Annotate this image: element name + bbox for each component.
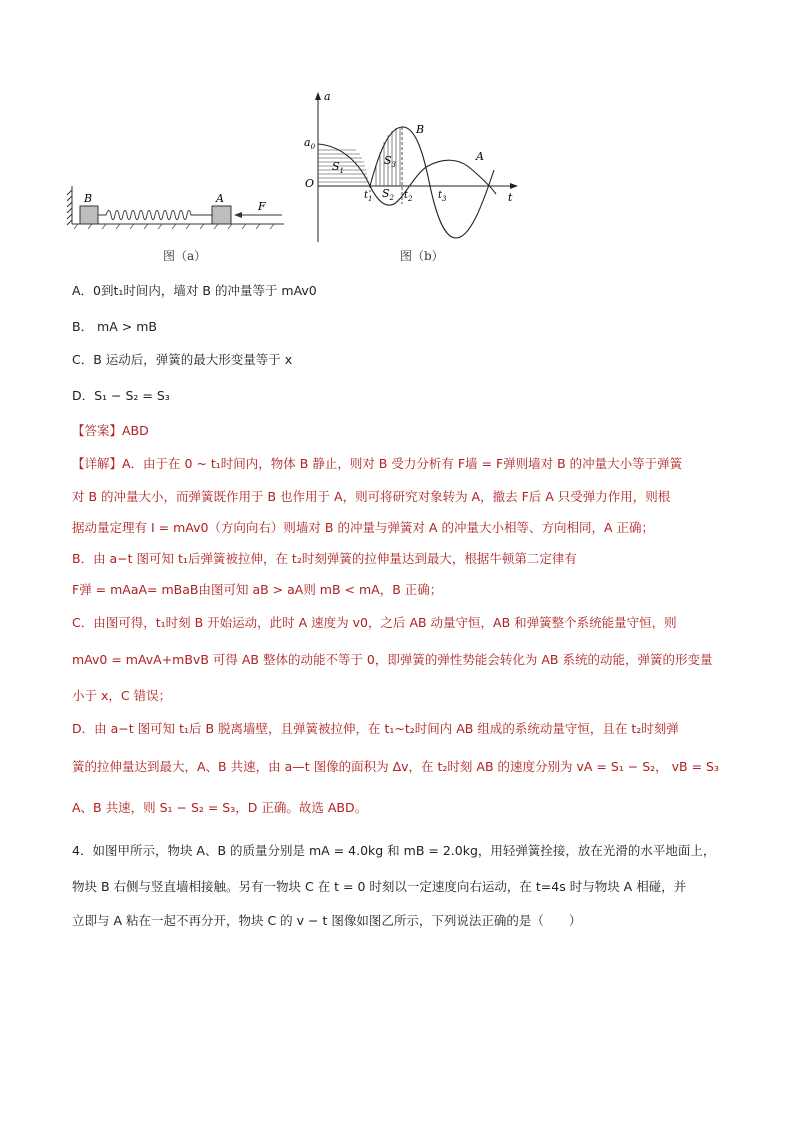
option-b: B． mA > mB [72, 319, 157, 334]
block-b [80, 206, 98, 224]
s2-label: $S_2$ [382, 187, 395, 202]
question4-line-3: 立即与 A 粘在一起不再分开，物块 C 的 v − t 图像如图乙所示，下列说法正确的是（ ） [72, 913, 582, 928]
label-force-f: F [258, 200, 266, 213]
s3-label: $S_3$ [384, 154, 397, 169]
curve-a-label: A [476, 150, 484, 163]
question4-line-1: 4．如图甲所示，物块 A、B 的质量分别是 mA = 4.0kg 和 mB = 2.0kg，用轻弹簧拴接，放在光滑的水平地面上， [72, 843, 716, 858]
analysis-line-1: 【详解】A．由于在 0 ~ t₁时间内，物体 B 静止，则对 B 受力分析有 F墙 = F弹则墙对 B 的冲量大小等于弹簧 [72, 456, 683, 471]
analysis-line-9: D．由 a−t 图可知 t₁后 B 脱离墙壁，且弹簧被拉伸，在 t₁~t₂时间内 AB 组成的系统动量守恒，且在 t₂时刻弹 [72, 721, 679, 736]
figure-a-spring-blocks [66, 180, 296, 232]
analysis-line-10: 簧的拉伸量达到最大，A、B 共速，由 a—t 图像的面积为 Δv，在 t₂时刻 AB 的速度分别为 vA = S₁ − S₂， vB = S₃ [72, 759, 719, 774]
wall-hatch [67, 186, 72, 225]
figure-b-caption: 图（b） [400, 249, 444, 263]
option-a: A．0到t₁时间内，墙对 B 的冲量等于 mAv0 [72, 283, 317, 298]
label-block-a: A [216, 192, 224, 205]
axis-label-t: t [508, 191, 513, 204]
label-block-b: B [84, 192, 93, 205]
origin-label: O [305, 177, 315, 190]
figure-b-a-t-graph [298, 86, 526, 248]
answer-line: 【答案】ABD [72, 423, 149, 438]
a-axis-arrow [315, 92, 321, 100]
question4-line-2: 物块 B 右侧与竖直墙相接触。另有一物块 C 在 t = 0 时刻以一定速度向右运动，在 t=4s 时与物块 A 相碰，并 [72, 879, 687, 894]
a0-label: $a_0$ [304, 136, 316, 151]
t2-label: $t_2$ [404, 190, 413, 203]
t1-label: $t_1$ [364, 190, 373, 203]
figure-a-caption: 图（a） [163, 249, 207, 263]
curve-b [370, 127, 494, 238]
analysis-line-11: A、B 共速，则 S₁ − S₂ = S₃，D 正确。故选 ABD。 [72, 800, 368, 815]
analysis-line-7: mAv0 = mAvA+mBvB 可得 AB 整体的动能不等于 0，即弹簧的弹性势能会转化为 AB 系统的动能，弹簧的形变量 [72, 652, 713, 667]
axis-label-a: a [324, 90, 331, 103]
force-arrowhead [234, 212, 242, 218]
t-axis-arrow [510, 183, 518, 189]
curve-b-label: B [416, 123, 425, 136]
analysis-line-2: 对 B 的冲量大小，而弹簧既作用于 B 也作用于 A，则可将研究对象转为 A，撤去 F后 A 只受弹力作用，则根 [72, 489, 671, 504]
option-c: C．B 运动后，弹簧的最大形变量等于 x [72, 352, 293, 367]
s1-region [318, 150, 369, 182]
analysis-line-6: C．由图可得，t₁时刻 B 开始运动，此时 A 速度为 v0，之后 AB 动量守恒，AB 和弹簧整个系统能量守恒，则 [72, 615, 677, 630]
s1-label: $S_1$ [332, 160, 345, 175]
analysis-line-8: 小于 x，C 错误； [72, 688, 172, 703]
analysis-line-4: B．由 a−t 图可知 t₁后弹簧被拉伸，在 t₂时刻弹簧的拉伸量达到最大，根据牛顿第二定律有 [72, 551, 577, 566]
analysis-line-3: 据动量定理有 I = mAv0（方向向右）则墙对 B 的冲量与弹簧对 A 的冲量大小相等、方向相同，A 正确； [72, 520, 654, 535]
t3-label: $t_3$ [438, 190, 447, 203]
spring [98, 211, 212, 220]
analysis-line-5: F弹 = mAaA= mBaB由图可知 aB > aA则 mB < mA，B 正确； [72, 582, 443, 597]
block-a [212, 206, 231, 224]
option-d: D．S₁ − S₂ = S₃ [72, 388, 170, 403]
